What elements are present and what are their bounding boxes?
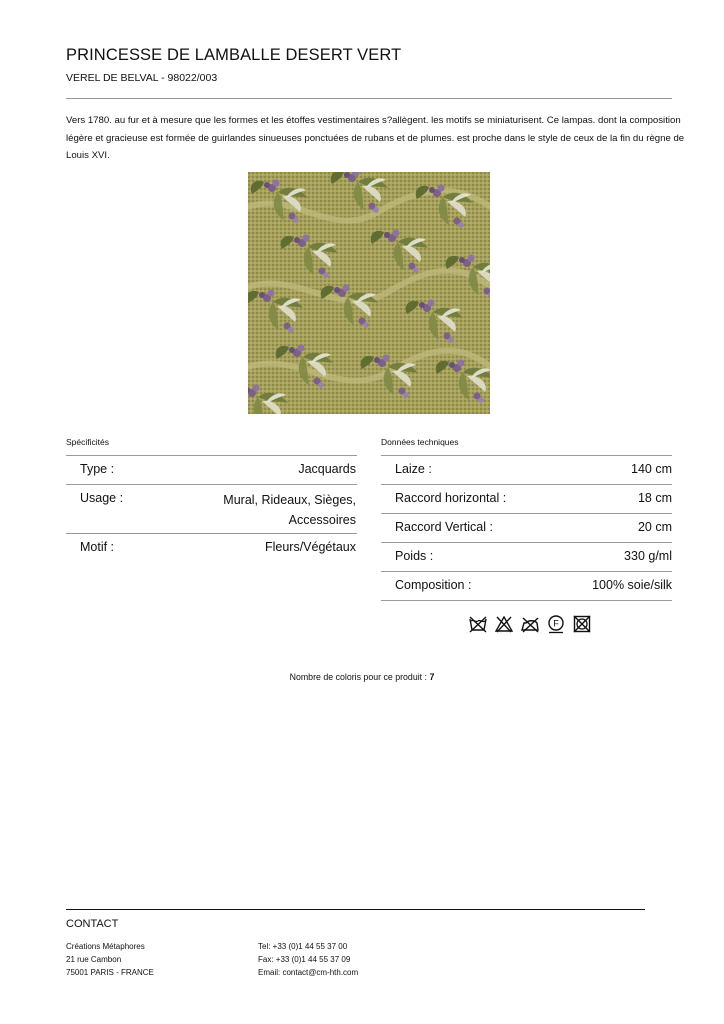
technical-heading: Données techniques [381,437,459,447]
no-wash-icon [468,614,488,634]
tech-value: 20 cm [637,520,672,534]
spec-label: Motif : [80,540,115,554]
colorway-label: Nombre de coloris pour ce produit : [289,672,428,682]
care-letter: F [553,618,559,629]
contact-email[interactable]: Email: contact@cm-hth.com [258,968,359,977]
spec-value: Jacquards [298,462,356,476]
tech-row-laize [395,462,672,476]
tech-divider [381,542,672,543]
dry-clean-f-icon [546,614,566,634]
spec-row-motif [80,540,356,554]
colorway-count [0,672,724,682]
tech-label: Composition : [395,578,472,592]
spec-value-line: Accessoires [288,513,356,527]
contact-tel: Tel: +33 (0)1 44 55 37 00 [258,942,348,951]
product-title: PRINCESSE DE LAMBALLE DESERT VERT [66,46,402,64]
tech-value: 140 cm [631,462,672,476]
contact-heading: CONTACT [66,918,119,930]
spec-value-line: Mural, Rideaux, Sièges, [223,493,356,507]
tech-divider [381,600,672,601]
contact-street: 21 rue Cambon [66,955,122,964]
spec-value: Fleurs/Végétaux [264,540,356,554]
contact-fax: Fax: +33 (0)1 44 55 37 09 [258,955,351,964]
spec-label: Type : [80,462,115,476]
tech-label: Laize : [395,462,432,476]
tech-row-poids [395,549,672,563]
tech-label: Raccord horizontal : [395,491,507,505]
colorway-value: 7 [429,672,435,682]
technical-divider-top [381,455,672,456]
spec-row-usage [80,491,356,530]
spec-label: Usage : [80,491,124,505]
tech-value: 100% soie/silk [592,578,672,592]
no-iron-icon [520,614,540,634]
contact-city: 75001 PARIS - FRANCE [66,968,154,977]
spec-divider [66,533,357,534]
no-bleach-icon [494,614,514,634]
contact-company: Créations Métaphores [66,942,145,951]
tech-value: 18 cm [637,491,672,505]
product-description: Vers 1780. au fur et à mesure que les formes et les étoffes vestimentaires s?allègent. les motifs se miniaturisent. Ce lampas. dont la composition légère et gracieuse est formée de guirlandes sinueuses ponctuées de rubans et de plumes. est proche dans le style de ceux de la fin du règne de Louis XVI. [66,115,685,161]
spec-value [223,490,356,530]
specs-divider-top [66,455,357,456]
spec-row-type [80,462,356,476]
product-reference: VEREL DE BELVAL - 98022/003 [66,72,218,84]
tech-divider [381,484,672,485]
tech-label: Raccord Vertical : [395,520,493,534]
tech-label: Poids : [395,549,434,563]
tech-divider [381,513,672,514]
tech-divider [381,571,672,572]
no-tumble-dry-icon [572,614,592,634]
fabric-swatch-image [248,172,490,414]
footer-divider [66,909,645,910]
spec-divider [66,484,357,485]
header-divider [66,98,672,99]
specs-heading: Spécificités [66,437,109,447]
care-symbols [468,614,598,634]
tech-row-composition [395,578,672,592]
tech-value: 330 g/ml [624,549,672,563]
tech-row-raccord-vertical [395,520,672,534]
tech-row-raccord-horizontal [395,491,672,505]
